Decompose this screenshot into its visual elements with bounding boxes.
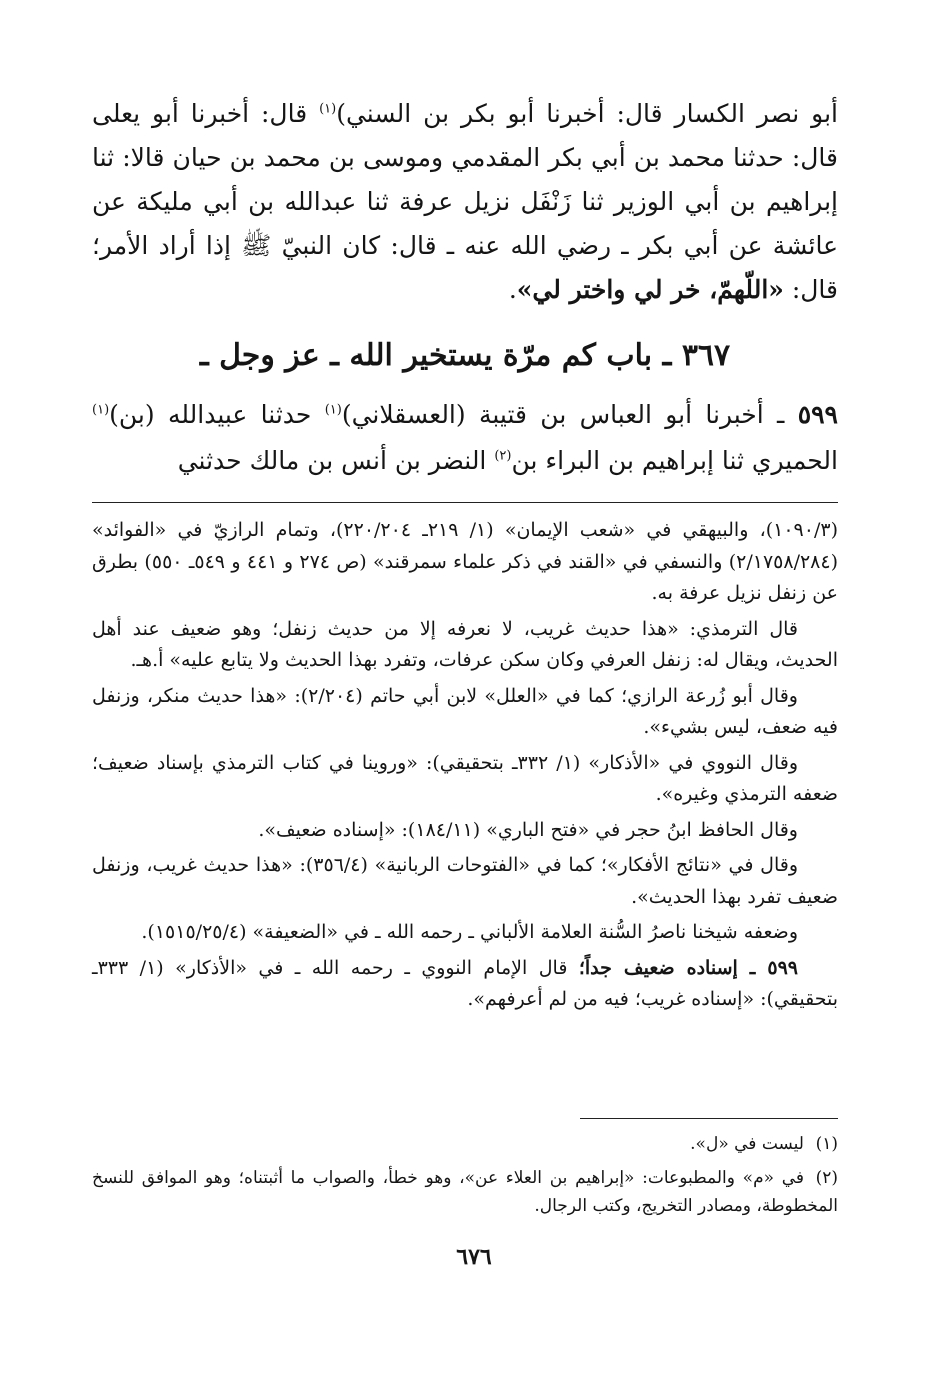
footnote-text: في «م» والمطبوعات: «إبراهيم بن العلاء عن»، وهو خطأ، والصواب ما أثبتناه؛ وهو الموافق للنسخ المخطوطة، ومصادر التخريج، وكتب الرجال.: [92, 1168, 838, 1216]
chapter-heading: ٣٦٧ ـ باب كم مرّة يستخير الله ـ عز وجل ـ: [199, 338, 731, 373]
text-segment: الحميري ثنا إبراهيم بن البراء بن: [511, 446, 838, 475]
note-paragraph: وقال في «نتائج الأفكار»؛ كما في «الفتوحات الربانية» (٣٥٦/٤): «هذا حديث غريب، وزنفل ضعيف تفرد بهذا الحديث».: [92, 854, 838, 908]
note-paragraph: وضعفه شيخنا ناصرُ السُّنة العلامة الألباني ـ رحمه الله ـ في «الضعيفة» (١٥١٥/٢٥/٤).: [141, 921, 798, 943]
footnote-item: [92, 1130, 838, 1158]
footnote-number: (٢): [815, 1168, 838, 1188]
footnote-item: [92, 1164, 838, 1220]
note-599-paragraph: [92, 953, 838, 1016]
footnote-marker: (٢): [494, 448, 512, 464]
text-segment: النضر بن أنس بن مالك حدثني: [177, 446, 495, 475]
note-paragraph: قال الترمذي: «هذا حديث غريب، لا نعرفه إلا من حديث زنفل؛ وهو ضعيف عند أهل الحديث، ويقال له: زنفل العرفي وكان سكن عرفات، وتفرد بهذا الحديث ولا يتابع عليه» أ.هـ.: [92, 617, 838, 671]
footnote-marker: (١): [319, 101, 337, 117]
footnote-text: ليست في «ل».: [690, 1134, 804, 1154]
footnote-number: (١): [815, 1134, 838, 1154]
main-text-block: [92, 92, 838, 312]
text-segment: ـ أخبرنا أبو العباس بن قتيبة (العسقلاني): [341, 400, 798, 429]
hadith-chain-paragraph: [92, 92, 838, 312]
hadith-number: ٥٩٩: [767, 956, 799, 979]
notes-divider: [92, 502, 838, 503]
page-number: ٦٧٦: [456, 1244, 492, 1270]
text-segment: حدثنا عبيدالله (بن): [109, 400, 325, 429]
text-segment: قال الإمام النووي ـ رحمه الله ـ في «الأذكار» (١/ ٣٣٣ـ بتحقيقي): «إسناده غريب؛ فيه من لم أعرفهم».: [92, 956, 838, 1010]
hadith-599-block: [92, 392, 838, 484]
text-segment: أبو نصر الكسار قال: أخبرنا أبو بكر بن السني): [336, 99, 838, 128]
footnotes: [92, 1130, 838, 1226]
annotation-notes: [92, 515, 838, 1016]
note-paragraph: (١٠٩٠/٣)، والبيهقي في «شعب الإيمان» (١/ ٢١٩ـ ٢٢٠/٢٠٤)، وتمام الرازيّ في «الفوائد» (٢/١٧٥٨/٢٨٤) والنسفي في «القند في ذكر علماء سمرقند» (ص ٢٧٤ و ٤٤١ و ٥٤٩ـ ٥٥٠) بطرق عن زنفل نزيل عرفة به.: [92, 519, 839, 604]
hadith-number: ٥٩٩: [797, 400, 838, 429]
footnote-divider: [580, 1118, 838, 1119]
supplication-quote: «اللّهمّ، خر لي واختر لي»: [516, 275, 784, 304]
footnote-marker: (١): [324, 402, 342, 418]
footnote-marker: (١): [92, 402, 110, 418]
note-paragraph: وقال النووي في «الأذكار» (١/ ٣٣٢ـ بتحقيقي): «وروينا في كتاب الترمذي بإسناد ضعيف؛ ضعفه الترمذي وغيره».: [92, 751, 838, 805]
text-segment: قال: أخبرنا أبو يعلى قال: حدثنا محمد بن أبي بكر المقدمي وموسى بن محمد بن حيان قالا: ثنا إبراهيم بن أبي الوزير ثنا زَنْفَل نزيل عرفة ثنا عبدالله بن أبي مليكة عن عائشة عن أبي بكر ـ رضي الله عنه ـ قال: كان النبيّ ﷺ إذا أراد الأمر؛ قال:: [92, 99, 838, 304]
note-paragraph: وقال الحافظ ابنُ حجر في «فتح الباري» (١٨٤/١١): «إسناده ضعيف».: [258, 818, 798, 841]
text-segment: .: [508, 275, 517, 304]
grading-text: ـ إسناده ضعيف جداً؛: [578, 956, 768, 979]
note-paragraph: وقال أبو زُرعة الرازي؛ كما في «العلل» لابن أبي حاتم (٢/٢٠٤): «هذا حديث منكر، وزنفل فيه ضعف، ليس بشيء».: [92, 684, 838, 738]
